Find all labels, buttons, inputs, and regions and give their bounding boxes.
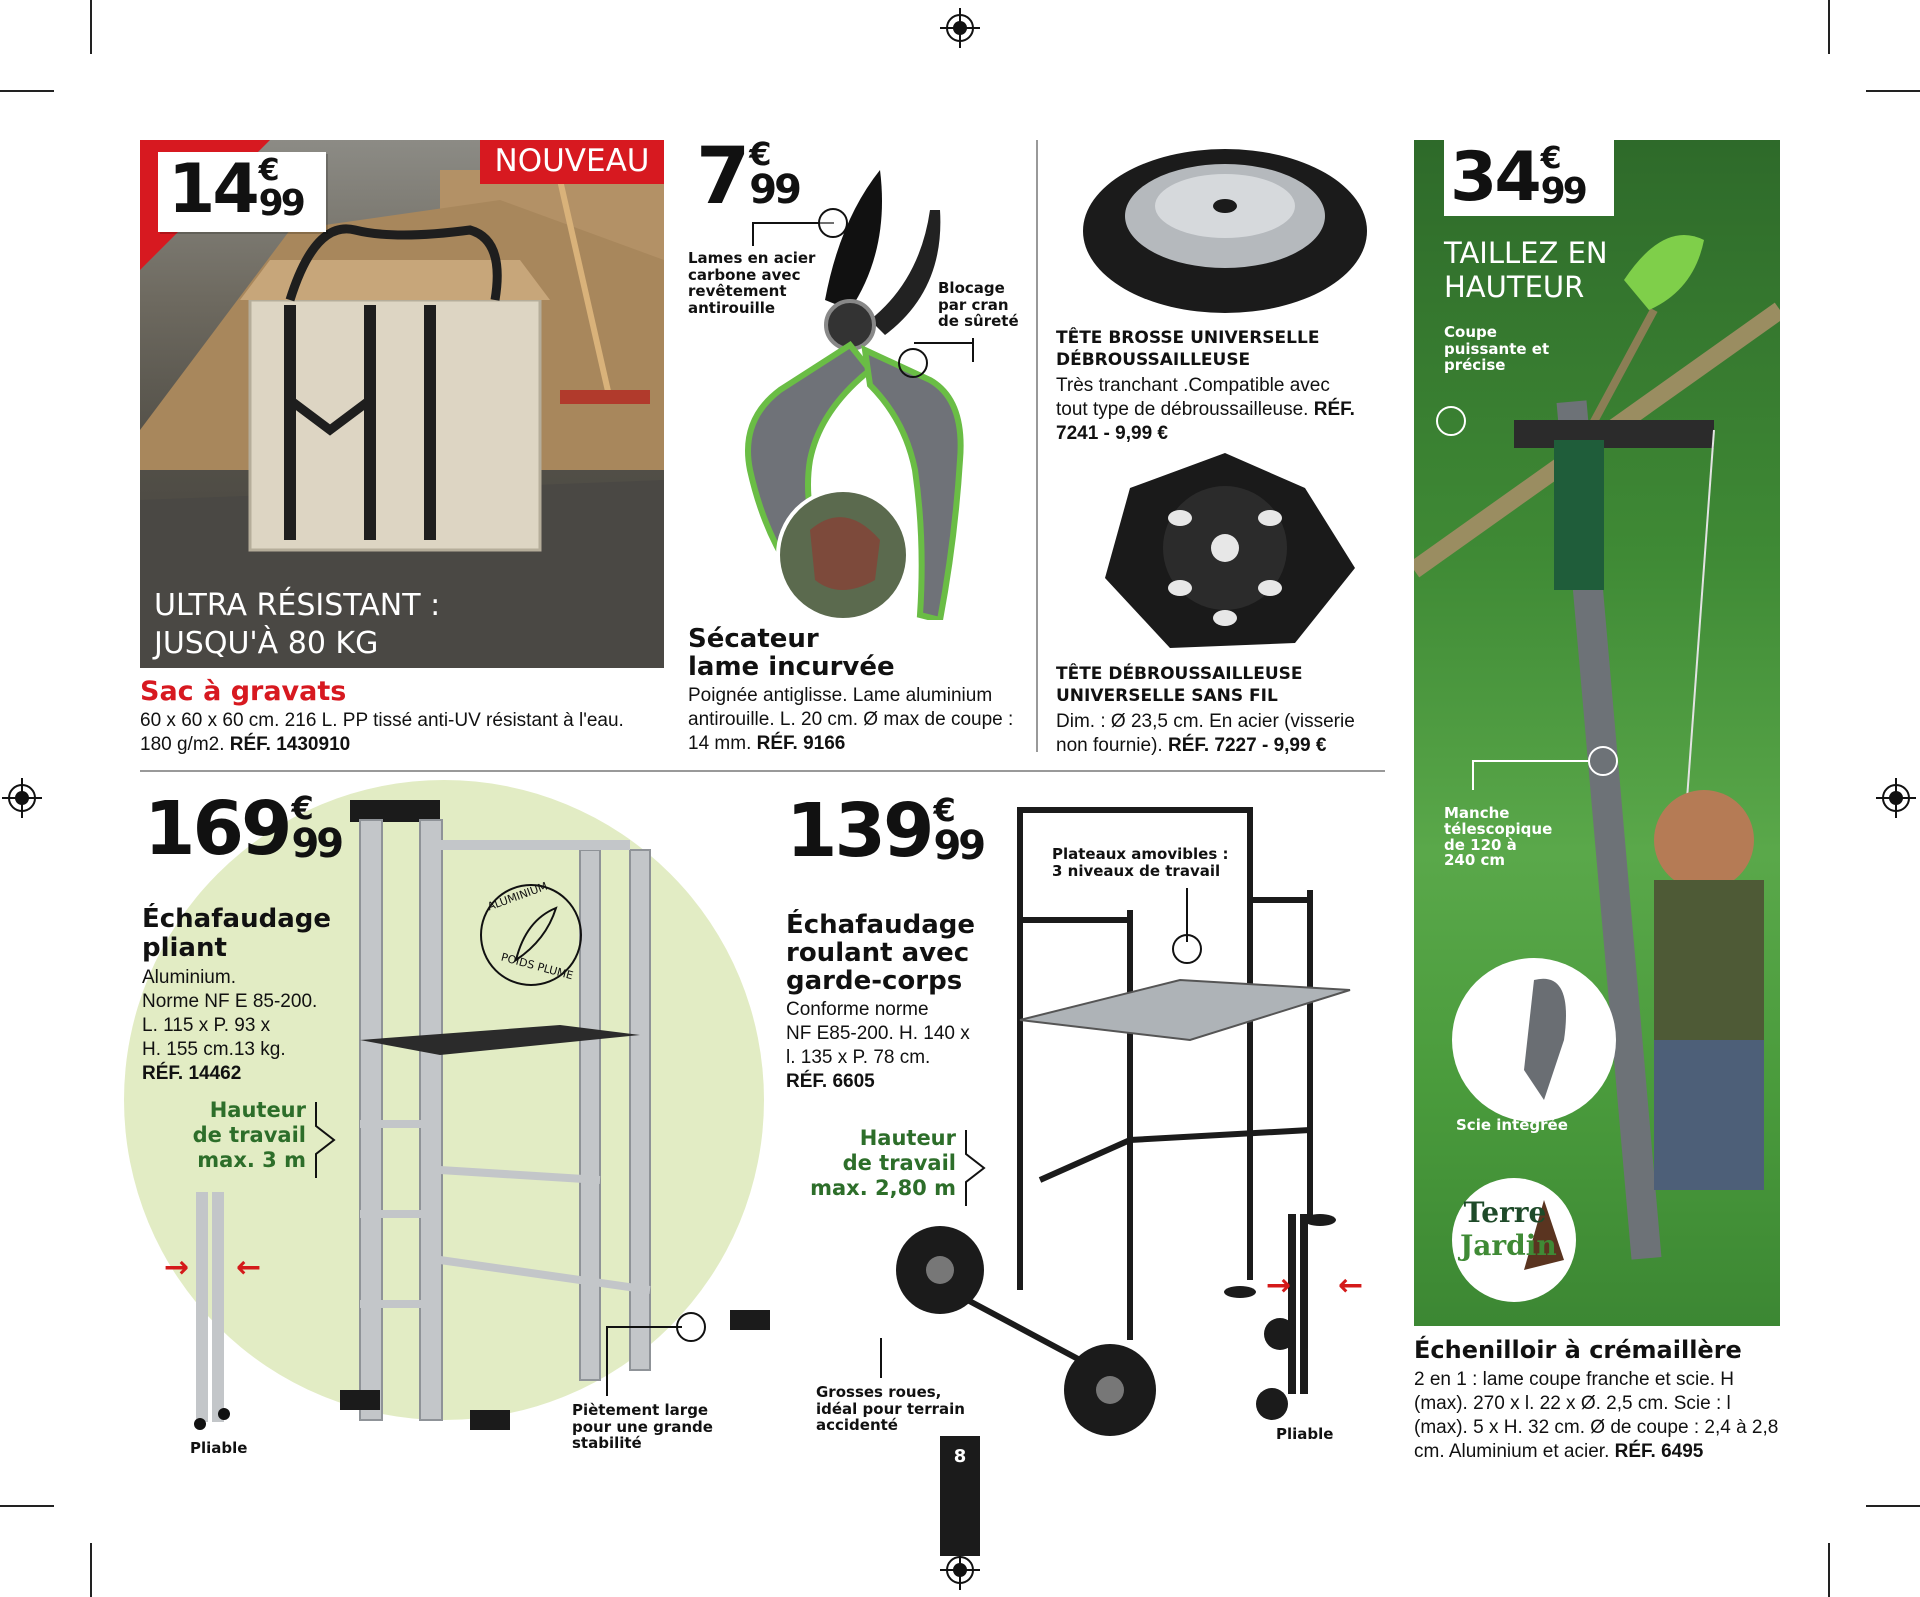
roulant-desc-line3: l. 135 x P. 78 cm. [786,1047,931,1068]
secateur-callout-lock: Blocage par cran de sûreté [938,279,1019,330]
pliant-price [144,786,342,872]
callout-target-icon [1588,746,1618,776]
tete-title-line1: TÊTE DÉBROUSSAILLEUSE [1056,664,1303,684]
echenilloir-photo [1414,140,1780,1326]
sac-ref: RÉF. 1430910 [229,733,351,755]
pliant-folded-illustration [190,1192,240,1432]
secateur-price-decimals: 99 [749,167,799,213]
callout-target-icon [1172,934,1202,964]
crop-mark [1866,90,1920,92]
terre-jardin-logo [1460,1196,1557,1262]
callout-target-icon [676,1312,706,1342]
pliant-desc-line1: Aluminium. [142,967,236,988]
fold-arrow-left-icon: ← [1338,1268,1364,1303]
page-number: 8 [953,1446,967,1467]
echenilloir-price [1450,138,1585,217]
secateur-desc-text: Poignée antiglisse. Lame aluminium antirouille. L. 20 cm. Ø max de coupe : 14 mm. [688,685,1014,754]
row-divider [140,770,1385,772]
roulant-desc-line2: NF E85-200. H. 140 x [786,1023,970,1044]
brosse-illustration [1080,136,1370,316]
echenilloir-callout-saw: Scie intégrée [1456,1116,1568,1134]
echenilloir-price-decimals: 99 [1540,171,1585,212]
sac-price-int: 14 [168,150,257,229]
roulant-foldable-label: Pliable [1276,1425,1334,1443]
crop-mark [1828,0,1830,54]
roulant-ref: RÉF. 6605 [786,1071,875,1092]
crop-mark [1828,1543,1830,1597]
crop-mark [90,0,92,54]
roulant-title-line2: roulant avec [786,938,970,968]
pliant-callout-base: Piètement large pour une grande stabilité [572,1401,713,1452]
tete-ref: RÉF. 7227 - 9,99 € [1167,734,1327,756]
roulant-height-line1: Hauteur [859,1126,956,1150]
roulant-height-line3: max. 2,80 m [810,1176,956,1201]
brosse-desc-text: Très tranchant .Compatible avec tout type de débroussailleuse. [1056,375,1330,420]
pliant-height-line1: Hauteur [209,1098,306,1122]
callout-line [752,222,754,246]
logo-line1: Terre [1463,1196,1547,1229]
pliant-price-int: 169 [144,786,290,872]
secateur-title-line1: Sécateur [688,624,819,654]
callout-line [1472,760,1590,762]
echenilloir-headline-line1: TAILLEZ EN [1444,236,1608,270]
fold-arrow-right-icon: → [164,1250,190,1285]
registration-mark-icon [2,778,42,818]
secateur-callout-blades: Lames en acier carbone avec revêtement antirouille [688,249,816,317]
callout-line [972,338,974,362]
fold-arrow-right-icon: → [1266,1268,1292,1303]
sac-desc-text: 60 x 60 x 60 cm. 216 L. PP tissé anti-UV résistant à l'eau. 180 g/m2. [140,710,624,755]
roulant-title-line3: garde-corps [786,966,963,996]
pliant-height-line3: max. 3 m [197,1148,306,1173]
sac-banner-line2: JUSQU'À 80 KG [154,626,379,661]
tete-desc-text: Dim. : Ø 23,5 cm. En acier (visserie non fournie). [1056,711,1355,756]
roulant-desc-line1: Conforme norme [786,999,929,1020]
new-badge-label: NOUVEAU [494,143,650,179]
echenilloir-headline-line2: HAUTEUR [1444,270,1585,304]
sac-price-decimals: 99 [258,183,303,224]
registration-mark-icon [940,1550,980,1590]
pliant-desc-line4: H. 155 cm.13 kg. [142,1039,286,1060]
logo-line2: Jardin [1460,1229,1557,1262]
tete-description [1056,710,1366,758]
echenilloir-title: Échenilloir à crémaillère [1414,1336,1742,1364]
echenilloir-ref: RÉF. 6495 [1614,1440,1704,1462]
roulant-folded-illustration [1252,1214,1332,1424]
callout-line [914,342,974,344]
roulant-price-decimals: 99 [933,823,984,869]
callout-target-icon [1436,406,1466,436]
echenilloir-description [1414,1368,1784,1464]
sac-title: Sac à gravats [140,676,347,707]
aluminium-stamp-top: ALUMINIUM [485,879,550,914]
crop-mark [90,1543,92,1597]
secateur-illustration [700,160,1020,620]
fold-arrow-left-icon: ← [236,1250,262,1285]
tete-title-line2: UNIVERSELLE SANS FIL [1056,686,1278,706]
crop-mark [1866,1505,1920,1507]
brosse-description [1056,374,1356,446]
sac-banner-line1: ULTRA RÉSISTANT : [154,588,441,623]
sac-price [168,150,303,229]
roulant-price-int: 139 [786,788,932,874]
crop-mark [0,90,54,92]
callout-line [606,1326,608,1396]
tete-illustration [1090,448,1360,658]
brosse-ref: RÉF. 7241 - 9,99 € [1056,398,1355,444]
echenilloir-callout-handle: Manche télescopique de 120 à 240 cm [1444,804,1553,870]
callout-line [1472,760,1474,790]
echenilloir-price-int: 34 [1450,138,1539,217]
pliant-title-line2: pliant [142,933,227,963]
pliant-desc-line2: Norme NF E 85-200. [142,991,318,1012]
callout-target-icon [818,208,848,238]
pliant-height-line2: de travail [192,1123,306,1148]
roulant-height-line2: de travail [842,1151,956,1176]
callout-line [880,1338,882,1378]
callout-target-icon [898,348,928,378]
sac-price-currency: € [258,153,277,188]
secateur-description [688,684,1018,756]
roulant-title-line1: Échafaudage [786,910,975,940]
echenilloir-illustration [1414,140,1780,1326]
brosse-title-line2: DÉBROUSSAILLEUSE [1056,350,1251,370]
registration-mark-icon [940,8,980,48]
pliant-price-currency: € [291,789,311,827]
pliant-foldable-label: Pliable [190,1439,248,1457]
brosse-title-line1: TÊTE BROSSE UNIVERSELLE [1056,328,1320,348]
pliant-desc-line3: L. 115 x P. 93 x [142,1015,271,1036]
secateur-ref: RÉF. 9166 [756,732,846,754]
echenilloir-desc-text: 2 en 1 : lame coupe franche et scie. H (max). 270 x l. 22 x Ø. 2,5 cm. Scie : l (max). 5 x H. 32 cm. Ø de coupe : 2,4 à 2,8 cm. Aluminium et acier. [1414,1369,1779,1462]
pliant-ref: RÉF. 14462 [142,1063,242,1084]
crop-mark [0,1505,54,1507]
echenilloir-callout-cut: Coupe puissante et précise [1444,323,1550,374]
roulant-price-currency: € [933,791,953,829]
pliant-title-line1: Échafaudage [142,904,331,934]
roulant-callout-wheels: Grosses roues, idéal pour terrain accidenté [816,1383,965,1434]
column-divider [1036,140,1038,752]
sac-description [140,709,660,757]
pliant-price-decimals: 99 [291,821,342,867]
secateur-price-currency: € [749,135,769,173]
roulant-callout-trays: Plateaux amovibles : 3 niveaux de travail [1052,845,1229,880]
secateur-price-int: 7 [696,132,748,222]
echenilloir-price-currency: € [1540,141,1559,176]
callout-line [608,1326,682,1328]
pliant-height-label [180,1098,306,1174]
aluminium-stamp-bottom: POIDS PLUME [499,950,575,983]
registration-mark-icon [1876,778,1916,818]
secateur-title-line2: lame incurvée [688,652,895,682]
